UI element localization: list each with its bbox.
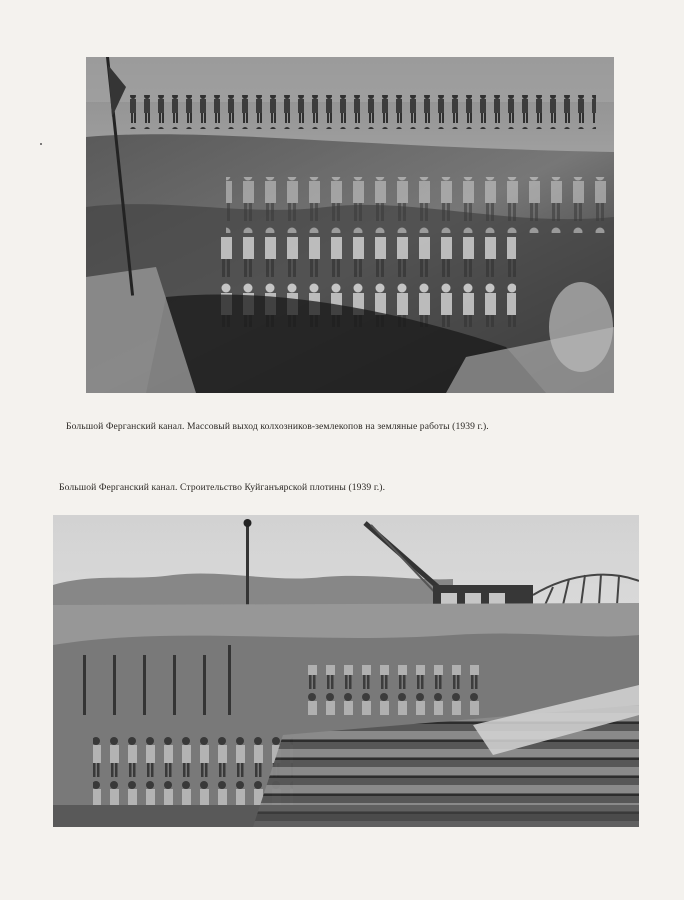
photo2-caption: Большой Ферганский канал. Строительство Куйганъярской плотины (1939 г.). — [59, 482, 386, 493]
dam-construction-photo-image — [53, 515, 639, 827]
canal-digging-photo-image — [86, 57, 614, 393]
photo1-caption: Большой Ферганский канал. Массовый выход колхозников-землекопов на земляные работы (1939 г.). — [66, 421, 489, 432]
canal-digging-photo — [86, 57, 614, 393]
page-speck — [40, 143, 42, 145]
dam-construction-photo — [53, 515, 639, 827]
